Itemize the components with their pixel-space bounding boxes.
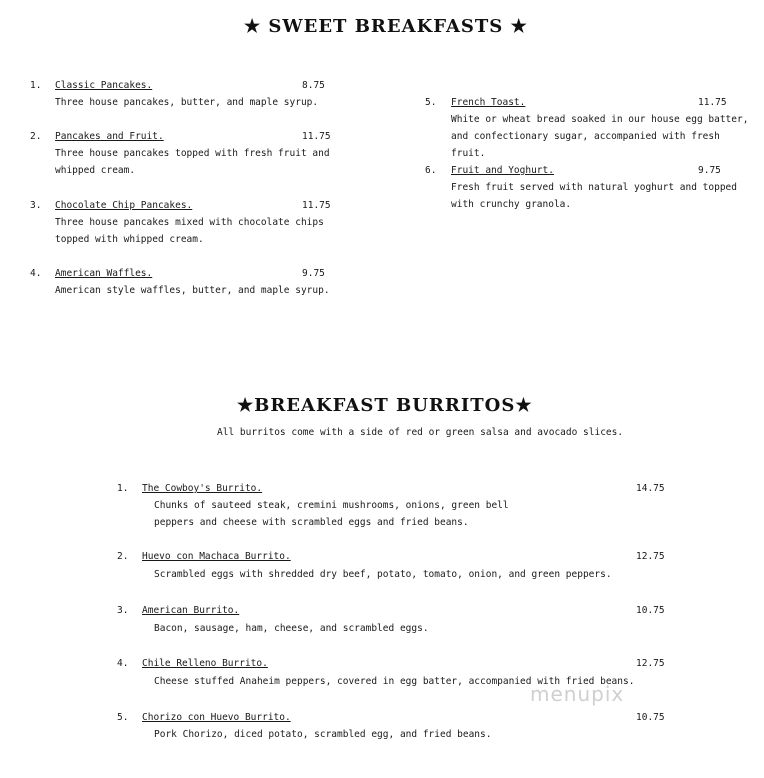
item-price: 10.75 — [636, 712, 665, 723]
item-description: Pork Chorizo, diced potato, scrambled egg, and fried beans. — [154, 729, 492, 740]
breakfast-burritos-title: ★BREAKFAST BURRITOS★ — [237, 395, 533, 416]
item-price: 12.75 — [636, 551, 665, 562]
item-price: 11.75 — [698, 97, 727, 108]
item-number: 2. — [30, 131, 42, 142]
item-description: White or wheat bread soaked in our house egg batter, and confectionary sugar, accompanied with fresh fruit. — [451, 114, 749, 159]
item-price: 11.75 — [302, 131, 331, 142]
item-number: 5. — [425, 97, 437, 108]
item-price: 11.75 — [302, 200, 331, 211]
item-name: American Waffles. — [55, 268, 153, 279]
item-number: 2. — [117, 551, 129, 562]
item-name: French Toast. — [451, 97, 526, 108]
item-number: 3. — [30, 200, 42, 211]
item-number: 6. — [425, 165, 437, 176]
item-name: Chorizo con Huevo Burrito. — [142, 712, 291, 723]
item-description: Scrambled eggs with shredded dry beef, potato, tomato, onion, and green peppers. — [154, 569, 612, 580]
item-description: Cheese stuffed Anaheim peppers, covered in egg batter, accompanied with fried beans. — [154, 676, 635, 687]
item-number: 1. — [117, 483, 129, 494]
item-name: Fruit and Yoghurt. — [451, 165, 554, 176]
item-name: Pancakes and Fruit. — [55, 131, 164, 142]
item-name: The Cowboy's Burrito. — [142, 483, 263, 494]
item-number: 4. — [30, 268, 42, 279]
item-price: 9.75 — [698, 165, 721, 176]
item-description: Three house pancakes mixed with chocolate chips topped with whipped cream. — [55, 217, 324, 245]
item-price: 14.75 — [636, 483, 665, 494]
item-name: Chocolate Chip Pancakes. — [55, 200, 193, 211]
item-price: 8.75 — [302, 80, 325, 91]
item-number: 4. — [117, 658, 129, 669]
item-number: 5. — [117, 712, 129, 723]
item-description: Bacon, sausage, ham, cheese, and scrambled eggs. — [154, 623, 429, 634]
item-price: 10.75 — [636, 605, 665, 616]
watermark: menupix — [530, 682, 625, 706]
item-name: Classic Pancakes. — [55, 80, 153, 91]
item-name: American Burrito. — [142, 605, 240, 616]
item-name: Huevo con Machaca Burrito. — [142, 551, 291, 562]
item-name: Chile Relleno Burrito. — [142, 658, 268, 669]
item-description: Chunks of sauteed steak, cremini mushrooms, onions, green bell peppers and cheese with scrambled eggs and fried beans. — [154, 500, 509, 528]
item-price: 12.75 — [636, 658, 665, 669]
item-description: Three house pancakes, butter, and maple syrup. — [55, 97, 319, 108]
item-number: 1. — [30, 80, 42, 91]
burritos-note: All burritos come with a side of red or green salsa and avocado slices. — [217, 427, 624, 438]
item-description: American style waffles, butter, and maple syrup. — [55, 285, 330, 296]
item-price: 9.75 — [302, 268, 325, 279]
item-description: Three house pancakes topped with fresh fruit and whipped cream. — [55, 148, 330, 176]
item-number: 3. — [117, 605, 129, 616]
sweet-breakfasts-title: ★ SWEET BREAKFASTS ★ — [244, 16, 528, 37]
item-description: Fresh fruit served with natural yoghurt and topped with crunchy granola. — [451, 182, 737, 210]
